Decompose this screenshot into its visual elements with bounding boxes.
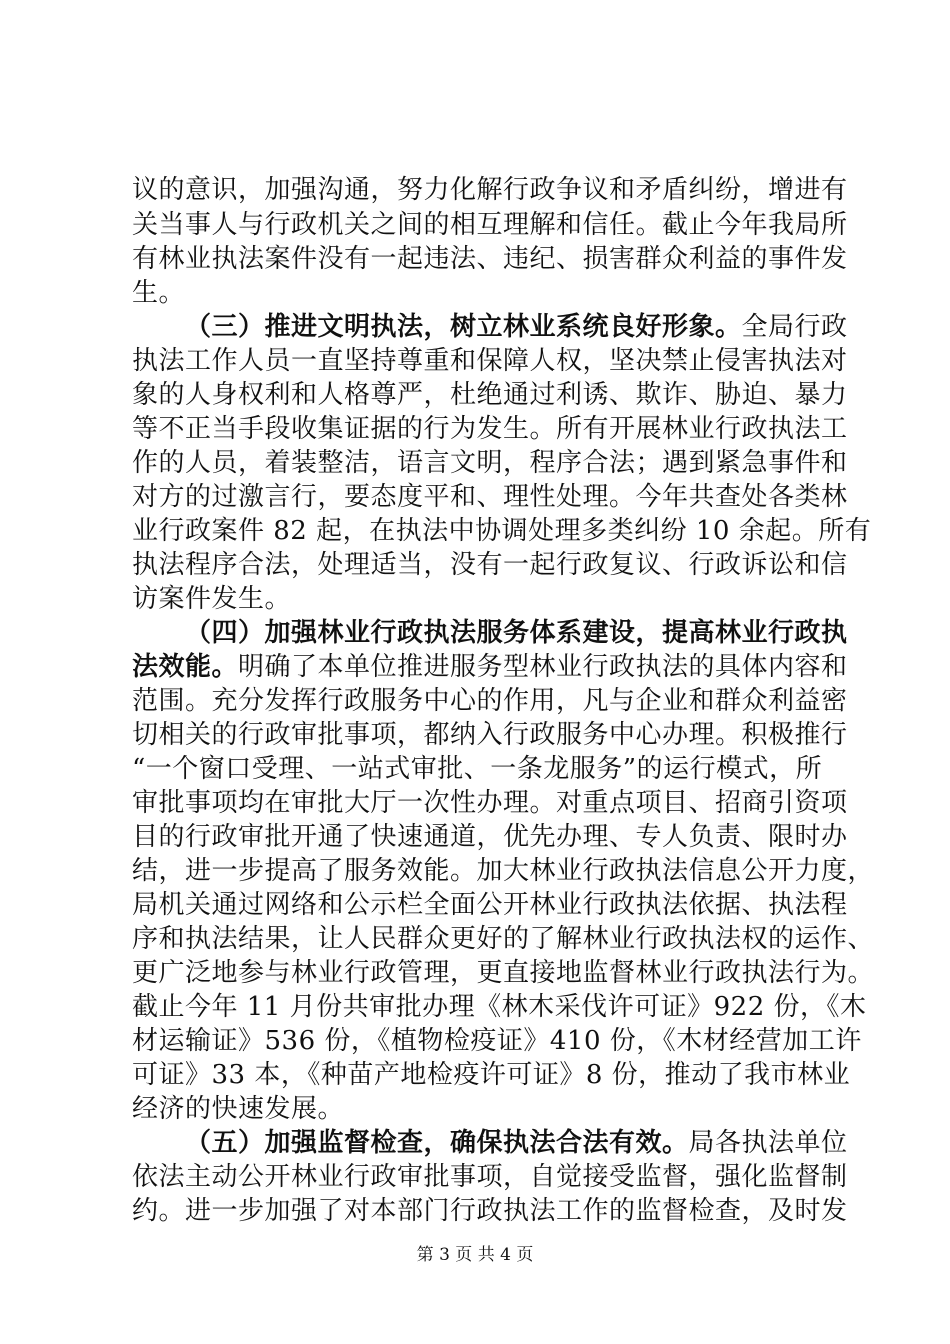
text-line: 局机关通过网络和公示栏全面公开林业行政执法依据、执法程	[132, 890, 848, 920]
text-line: 等不正当手段收集证据的行为发生。所有开展林业行政执法工	[132, 414, 848, 444]
paragraph-4-heading-end: 法效能。	[132, 652, 239, 682]
text-line: 有林业执法案件没有一起违法、违纪、损害群众利益的事件发	[132, 244, 848, 274]
paragraph-4-heading: （四）加强林业行政执法服务体系建设，提高林业行政执	[185, 618, 848, 648]
text-line: 执法工作人员一直坚持尊重和保障人权，坚决禁止侵害执法对	[132, 346, 848, 376]
paragraph-4-text-start: 明确了本单位推进服务型林业行政执法的具体内容和	[238, 652, 848, 682]
text-line: 依法主动公开林业行政审批事项，自觉接受监督，强化监督制	[132, 1162, 848, 1192]
paragraph-5-first-line	[185, 1128, 848, 1162]
text-line: 截止今年 11 月份共审批办理《林木采伐许可证》922 份，《木	[132, 992, 867, 1022]
text-line: 更广泛地参与林业行政管理，更直接地监督林业行政执法行为。	[132, 958, 875, 988]
text-line: “一个窗口受理、一站式审批、一条龙服务”的运行模式，所	[132, 754, 823, 784]
text-line: 象的人身权利和人格尊严，杜绝通过利诱、欺诈、胁迫、暴力	[132, 380, 848, 410]
text-line: 业行政案件 82 起，在执法中协调处理多类纠纷 10 余起。所有	[132, 516, 872, 546]
text-line: 范围。充分发挥行政服务中心的作用，凡与企业和群众利益密	[132, 686, 848, 716]
text-line: 目的行政审批开通了快速通道，优先办理、专人负责、限时办	[132, 822, 848, 852]
text-line: 执法程序合法，处理适当，没有一起行政复议、行政诉讼和信	[132, 550, 848, 580]
text-line: 经济的快速发展。	[132, 1094, 345, 1124]
text-line: 约。进一步加强了对本部门行政执法工作的监督检查，及时发	[132, 1196, 848, 1226]
paragraph-4-second-line	[132, 652, 848, 686]
paragraph-3-first-line	[185, 312, 848, 346]
paragraph-3-text-start: 全局行政	[741, 312, 848, 342]
text-line: 序和执法结果，让人民群众更好的了解林业行政执法权的运作、	[132, 924, 875, 954]
text-line: 生。	[132, 278, 186, 308]
text-line: 结，进一步提高了服务效能。加大林业行政执法信息公开力度，	[132, 856, 875, 886]
page-number-footer: 第 3 页 共 4 页	[416, 1245, 534, 1265]
paragraph-3-heading: （三）推进文明执法，树立林业系统良好形象。	[185, 312, 742, 342]
text-line: 审批事项均在审批大厅一次性办理。对重点项目、招商引资项	[132, 788, 848, 818]
text-line: 访案件发生。	[132, 584, 292, 614]
text-line: 议的意识，加强沟通，努力化解行政争议和矛盾纠纷，增进有	[132, 175, 848, 205]
text-line: 作的人员，着装整洁，语言文明，程序合法；遇到紧急事件和	[132, 448, 848, 478]
text-line: 材运输证》536 份，《植物检疫证》410 份，《木材经营加工许	[132, 1026, 862, 1056]
paragraph-5-heading: （五）加强监督检查，确保执法合法有效。	[185, 1128, 689, 1158]
text-line: 可证》33 本，《种苗产地检疫许可证》8 份，推动了我市林业	[132, 1060, 851, 1090]
text-line: 切相关的行政审批事项，都纳入行政服务中心办理。积极推行	[132, 720, 848, 750]
paragraph-5-text-start: 局各执法单位	[688, 1128, 848, 1158]
text-line: 关当事人与行政机关之间的相互理解和信任。截止今年我局所	[132, 210, 848, 240]
text-line: 对方的过激言行，要态度平和、理性处理。今年共查处各类林	[132, 482, 848, 512]
